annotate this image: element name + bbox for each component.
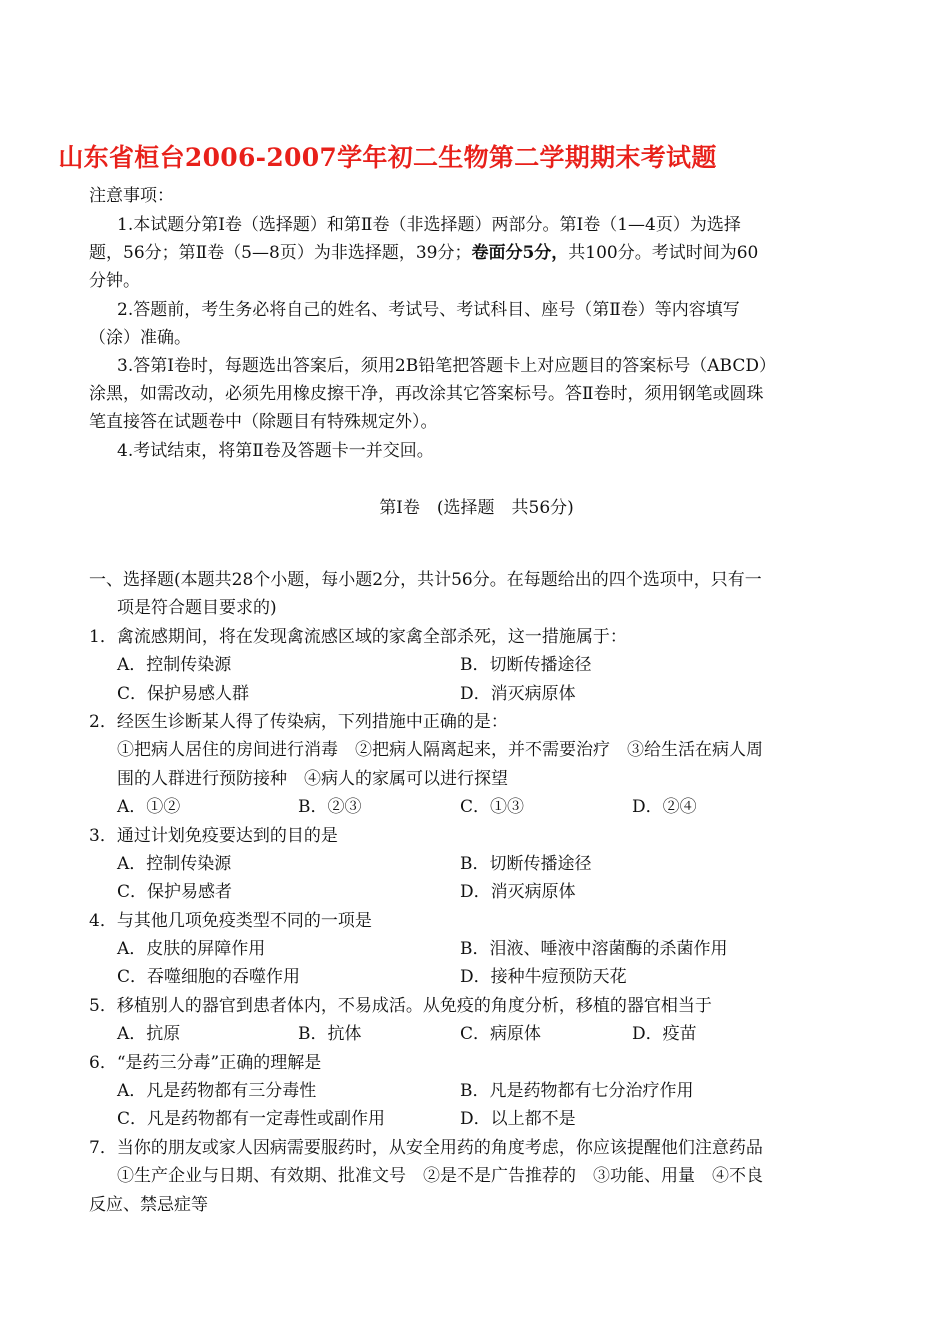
question-6-stem: 6．“是药三分毒”正确的理解是 <box>89 1053 322 1073</box>
question-1-stem: 1．禽流感期间，将在发现禽流感区域的家禽全部杀死，这一措施属于： <box>89 627 627 647</box>
question-7-items-line-1: ①生产企业与日期、有效期、批准文号 ②是不是广告推荐的 ③功能、用量 ④不良 <box>117 1166 763 1186</box>
notice-item-1-line-1: 1.本试题分第Ⅰ卷（选择题）和第Ⅱ卷（非选择题）两部分。第Ⅰ卷（1—4页）为选择 <box>117 215 741 235</box>
question-4-option-a: A．皮肤的屏障作用 <box>117 939 266 959</box>
question-6-option-d: D．以上都不是 <box>460 1109 576 1129</box>
question-2-option-a: A．①② <box>117 797 181 817</box>
question-1-option-c: C．保护易感人群 <box>117 684 250 704</box>
question-5-option-a: A．抗原 <box>117 1024 181 1044</box>
question-1-option-d: D．消灭病原体 <box>460 684 576 704</box>
question-4-option-b: B．泪液、唾液中溶菌酶的杀菌作用 <box>460 939 728 959</box>
question-3-stem: 3．通过计划免疫要达到的目的是 <box>89 826 338 846</box>
question-2-option-c: C．①③ <box>460 797 525 817</box>
question-3-option-c: C．保护易感者 <box>117 882 233 902</box>
notice-bold-text: 卷面分5分， <box>471 243 569 263</box>
question-5-stem: 5．移植别人的器官到患者体内，不易成活。从免疫的角度分析，移植的器官相当于 <box>89 996 712 1016</box>
question-4-option-d: D．接种牛痘预防天花 <box>460 967 627 987</box>
question-6-option-a: A．凡是药物都有三分毒性 <box>117 1081 317 1101</box>
notice-item-2-line-1: 2.答题前，考生务必将自己的姓名、考试号、考试科目、座号（第Ⅱ卷）等内容填写 <box>117 300 740 320</box>
question-2-stem: 2．经医生诊断某人得了传染病，下列措施中正确的是： <box>89 712 508 732</box>
exam-title: 山东省桓台2006-2007学年初二生物第二学期期末考试题 <box>58 143 717 172</box>
notice-item-3-line-3: 笔直接答在试题卷中（除题目有特殊规定外）。 <box>89 412 438 432</box>
question-1-option-b: B．切断传播途径 <box>460 655 592 675</box>
question-6-option-b: B．凡是药物都有七分治疗作用 <box>460 1081 694 1101</box>
notice-heading: 注意事项： <box>89 186 174 206</box>
notice-text: 题，56分；第Ⅱ卷（5—8页）为非选择题，39分； <box>89 243 472 263</box>
question-2-items-line-1: ①把病人居住的房间进行消毒 ②把病人隔离起来，并不需要治疗 ③给生活在病人周 <box>117 740 763 760</box>
question-5-option-c: C．病原体 <box>460 1024 542 1044</box>
question-3-option-a: A．控制传染源 <box>117 854 232 874</box>
question-5-option-d: D．疫苗 <box>632 1024 697 1044</box>
notice-item-3-line-2: 涂黑，如需改动，必须先用橡皮擦干净，再改涂其它答案标号。答Ⅱ卷时，须用钢笔或圆珠 <box>89 384 764 404</box>
question-4-stem: 4．与其他几项免疫类型不同的一项是 <box>89 911 372 931</box>
question-5-option-b: B．抗体 <box>298 1024 362 1044</box>
question-7-stem: 7．当你的朋友或家人因病需要服药时，从安全用药的角度考虑，你应该提醒他们注意药品 <box>89 1138 763 1158</box>
question-3-option-b: B．切断传播途径 <box>460 854 592 874</box>
question-2-items-line-2: 围的人群进行预防接种 ④病人的家属可以进行探望 <box>117 769 508 789</box>
question-3-option-d: D．消灭病原体 <box>460 882 576 902</box>
part-intro-line-2: 项是符合题目要求的) <box>117 598 277 618</box>
notice-item-1-line-3: 分钟。 <box>89 271 140 291</box>
notice-item-2-line-2: （涂）准确。 <box>89 328 191 348</box>
section-heading: 第Ⅰ卷 (选择题 共56分) <box>379 498 574 518</box>
part-intro-line-1: 一、选择题(本题共28个小题，每小题2分，共计56分。在每题给出的四个选项中，只有一 <box>89 570 762 590</box>
question-2-option-b: B．②③ <box>298 797 362 817</box>
notice-item-1-line-2 <box>89 242 758 264</box>
notice-item-4: 4.考试结束，将第Ⅱ卷及答题卡一并交回。 <box>117 441 434 461</box>
question-2-option-d: D．②④ <box>632 797 697 817</box>
question-1-option-a: A．控制传染源 <box>117 655 232 675</box>
notice-item-3-line-1: 3.答第Ⅰ卷时，每题选出答案后，须用2B铅笔把答题卡上对应题目的答案标号（ABCD） <box>117 356 776 376</box>
question-4-option-c: C．吞噬细胞的吞噬作用 <box>117 967 301 987</box>
notice-text: 共100分。考试时间为60 <box>568 243 759 263</box>
question-6-option-c: C．凡是药物都有一定毒性或副作用 <box>117 1109 386 1129</box>
question-7-items-line-2: 反应、禁忌症等 <box>89 1195 208 1215</box>
